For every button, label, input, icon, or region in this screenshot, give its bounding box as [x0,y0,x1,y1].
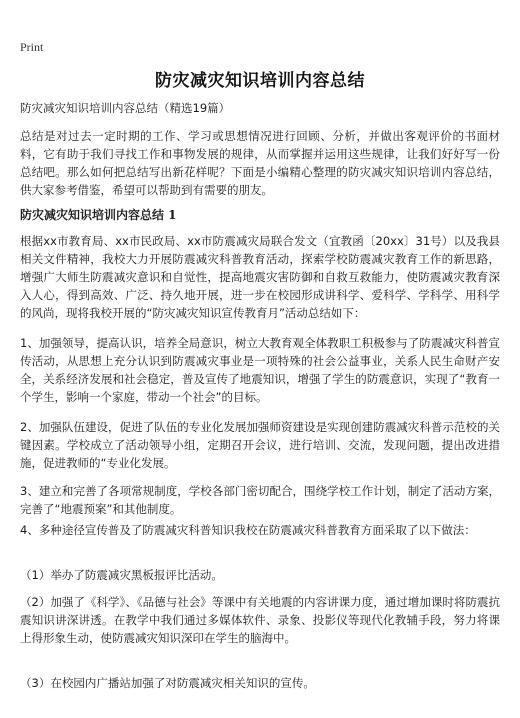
intro-paragraph: 总结是对过去一定时期的工作、学习或思想情况进行回顾、分析，并做出客观评价的书面材料，它有助于我们寻找工作和事物发展的规律，从而掌握并运用这些规律，让我们好好写一份总结吧。那么如何把总结写出新花样呢？下面是小编精心整理的防灾减灾知识培训内容总结，供大家参考借鉴，希望可以帮助到有需要的朋友。 [20,129,500,197]
print-link[interactable]: Print [20,40,44,54]
body-paragraph: 4、多种途径宣传普及了防震减灾科普知识我校在防震减灾科普教育方面采取了以下做法： [20,523,476,537]
page-title: 防灾减灾知识培训内容总结 [155,71,365,91]
body-paragraph: 1、加强领导，提高认识，培养全局意识，树立大教育观全体教职工积极参与了防震减灾科普宣传活动，从思想上充分认识到防震减灾事业是一项特殊的社会公益事业，关系人民生命财产安全，关系经济发展和社会稳定，普及宣传了地震知识，增强了学生的防震意识，实现了“教育一个学生，影响一个家庭，带动一个社会”的目标。 [20,336,500,404]
document-subtitle: 防灾减灾知识培训内容总结（精选19篇） [20,101,231,115]
list-item: （2）加强了《科学》、《品德与社会》等课中有关地震的内容讲课力度，通过增加课时将防震抗震知识讲深讲透。在教学中我们通过多媒体软件、录象、投影仪等现代化教辅手段，努力将课上得形象生动，使防震减灾知识深印在学生的脑海中。 [20,595,500,645]
body-paragraph: 3、建立和完善了各项常规制度，学校各部门密切配合，围绕学校工作计划，制定了活动方案，完善了“地震预案”和其他制度。 [20,484,500,516]
body-paragraph: 2、加强队伍建设，促进了队伍的专业化发展加强师资建设是实现创建防震减灾科普示范校的关键因素。学校成立了活动领导小组，定期召开会议，进行培训、交流，发现问题，提出改进措施，促进教师的“专业化发展。 [20,420,500,470]
list-item: （1）举办了防震减灾黑板报评比活动。 [20,568,223,582]
list-item: （3）在校园内广播站加强了对防震减灾相关知识的宣传。 [20,676,315,690]
section-heading: 防灾减灾知识培训内容总结 1 [20,208,177,222]
body-paragraph: 根据xx市教育局、xx市民政局、xx市防震减灾局联合发文（宜教函〔20xx〕31号）以及我县相关文件精神，我校大力开展防震减灾科普教育活动，探索学校防震减灾教育工作的新思路，增强广大师生防震减灾意识和自觉性，提高地震灾害防御和自救互救能力，使防震减灾教育深入人心，得到高效、广泛、持久地开展，进一步在校园形成讲科学、爱科学、学科学、用科学的风尚，现将我校开展的“防灾减灾知识宣传教育月”活动总结如下： [20,234,500,320]
